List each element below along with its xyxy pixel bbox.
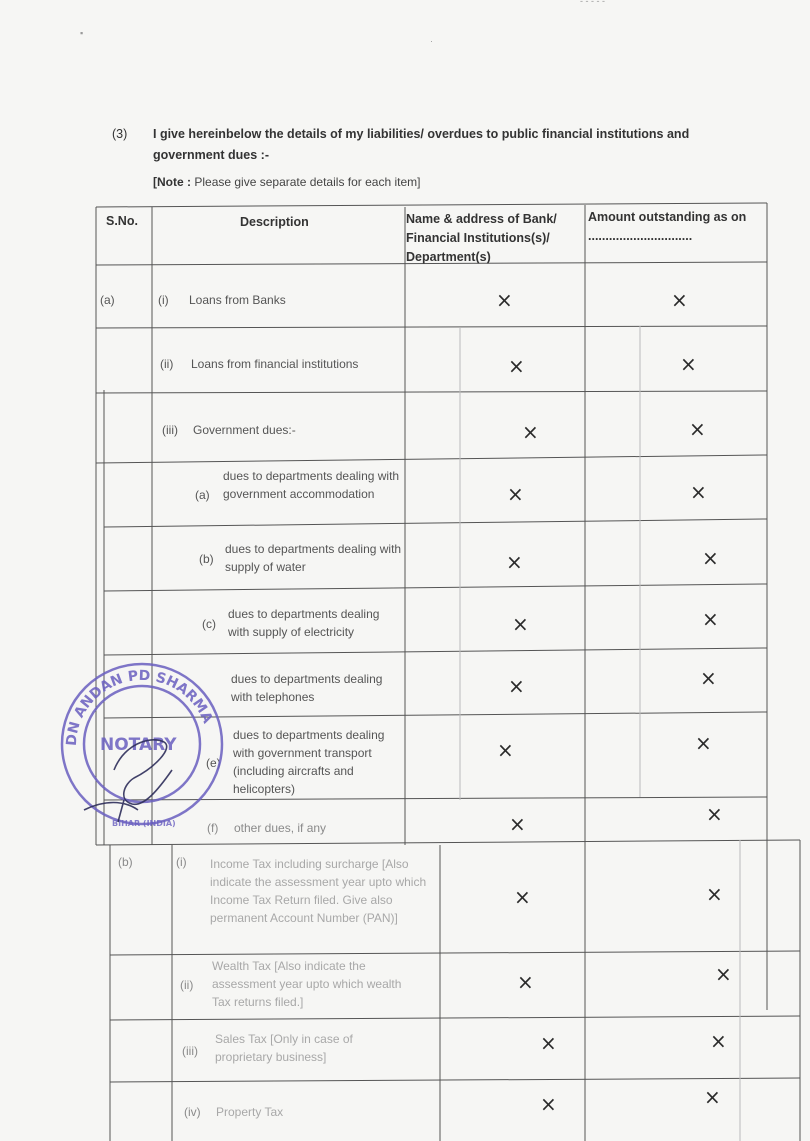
section-number: (3) [112,127,128,141]
row-marker: (iv) [184,1105,201,1119]
row-sno: (b) [118,855,133,869]
bank-cross-mark: × [514,885,531,909]
bank-cross-mark: × [522,420,539,444]
row-description: dues to departments dealing with telephones [231,672,383,704]
amount-cross-mark: × [690,480,707,504]
row-marker: (i) [176,855,187,869]
scan-artifact: · [430,36,433,46]
amount-cross-mark: × [702,607,719,631]
amount-cross-mark: × [715,962,732,986]
row-marker: (a) [195,488,210,502]
row-marker: (b) [199,552,214,566]
scan-artifact: ‑ ‑ ‑ ‑ ‑ [580,0,605,6]
bank-cross-mark: × [497,738,514,762]
row-description: dues to departments dealing with supply of electricity [228,607,380,639]
note-label: [Note : [153,175,191,189]
row-description: dues to departments dealing with government accommodation [223,469,400,501]
row-description: dues to departments dealing with government transport (including aircrafts and helicopters) [233,728,385,796]
amount-cross-mark: × [704,1085,721,1109]
amount-cross-mark: × [700,666,717,690]
row-sno: (a) [100,293,115,307]
row-description: dues to departments dealing with supply of water [225,542,402,574]
bank-cross-mark: × [507,482,524,506]
row-description: Property Tax [216,1105,284,1119]
row-description: other dues, if any [234,821,327,835]
row-marker: (iii) [162,423,178,437]
row-description: Loans from financial institutions [191,357,359,371]
bank-cross-mark: × [508,354,525,378]
row-marker: (f) [207,821,219,835]
amount-cross-mark: × [689,417,706,441]
note-text: Please give separate details for each item] [194,175,421,189]
amount-cross-mark: × [680,352,697,376]
amount-cross-mark: × [710,1029,727,1053]
row-description: Sales Tax [Only in case of proprietary business] [215,1032,353,1064]
header-amount: Amount outstanding as on .............................. [588,210,747,243]
row-description: Government dues:- [193,423,296,437]
row-marker: (i) [158,293,169,307]
header-sno: S.No. [106,214,138,228]
row-marker: (c) [202,617,216,631]
amount-cross-mark: × [706,882,723,906]
amount-cross-mark: × [702,546,719,570]
stamp-top-text: DN ANDAN PD SHARMA [63,667,216,747]
scan-artifact: ▪ [80,28,84,38]
bank-cross-mark: × [506,550,523,574]
header-description: Description [240,215,309,229]
amount-cross-mark: × [695,731,712,755]
bank-cross-mark: × [508,674,525,698]
notary-stamp [54,650,230,836]
bank-cross-mark: × [509,812,526,836]
stamp-bottom-text: BIHAR (INDIA) [112,819,176,828]
row-description: Income Tax including surcharge [Also indicate the assessment year upto which Income Tax Return filed. Give also permanent Account Number (PAN)] [210,857,427,925]
bank-cross-mark: × [540,1092,557,1116]
bank-cross-mark: × [496,288,513,312]
row-marker: (ii) [160,357,174,371]
header-name-address: Name & address of Bank/ Financial Institutions(s)/ Department(s) [406,212,557,264]
amount-cross-mark: × [706,802,723,826]
bank-cross-mark: × [540,1031,557,1055]
bank-cross-mark: × [517,970,534,994]
stamp-center-text: NOTARY [100,735,177,755]
bank-cross-mark: × [512,612,529,636]
row-marker: (ii) [180,978,194,992]
row-description: Wealth Tax [Also indicate the assessment year upto which wealth Tax returns filed.] [212,959,402,1009]
amount-cross-mark: × [671,288,688,312]
row-marker: (iii) [182,1044,198,1058]
row-marker: (e) [206,756,221,770]
section-heading-text: I give hereinbelow the details of my liabilities/ overdues to public financial institutions and government dues :- [153,127,690,162]
row-description: Loans from Banks [189,293,286,307]
